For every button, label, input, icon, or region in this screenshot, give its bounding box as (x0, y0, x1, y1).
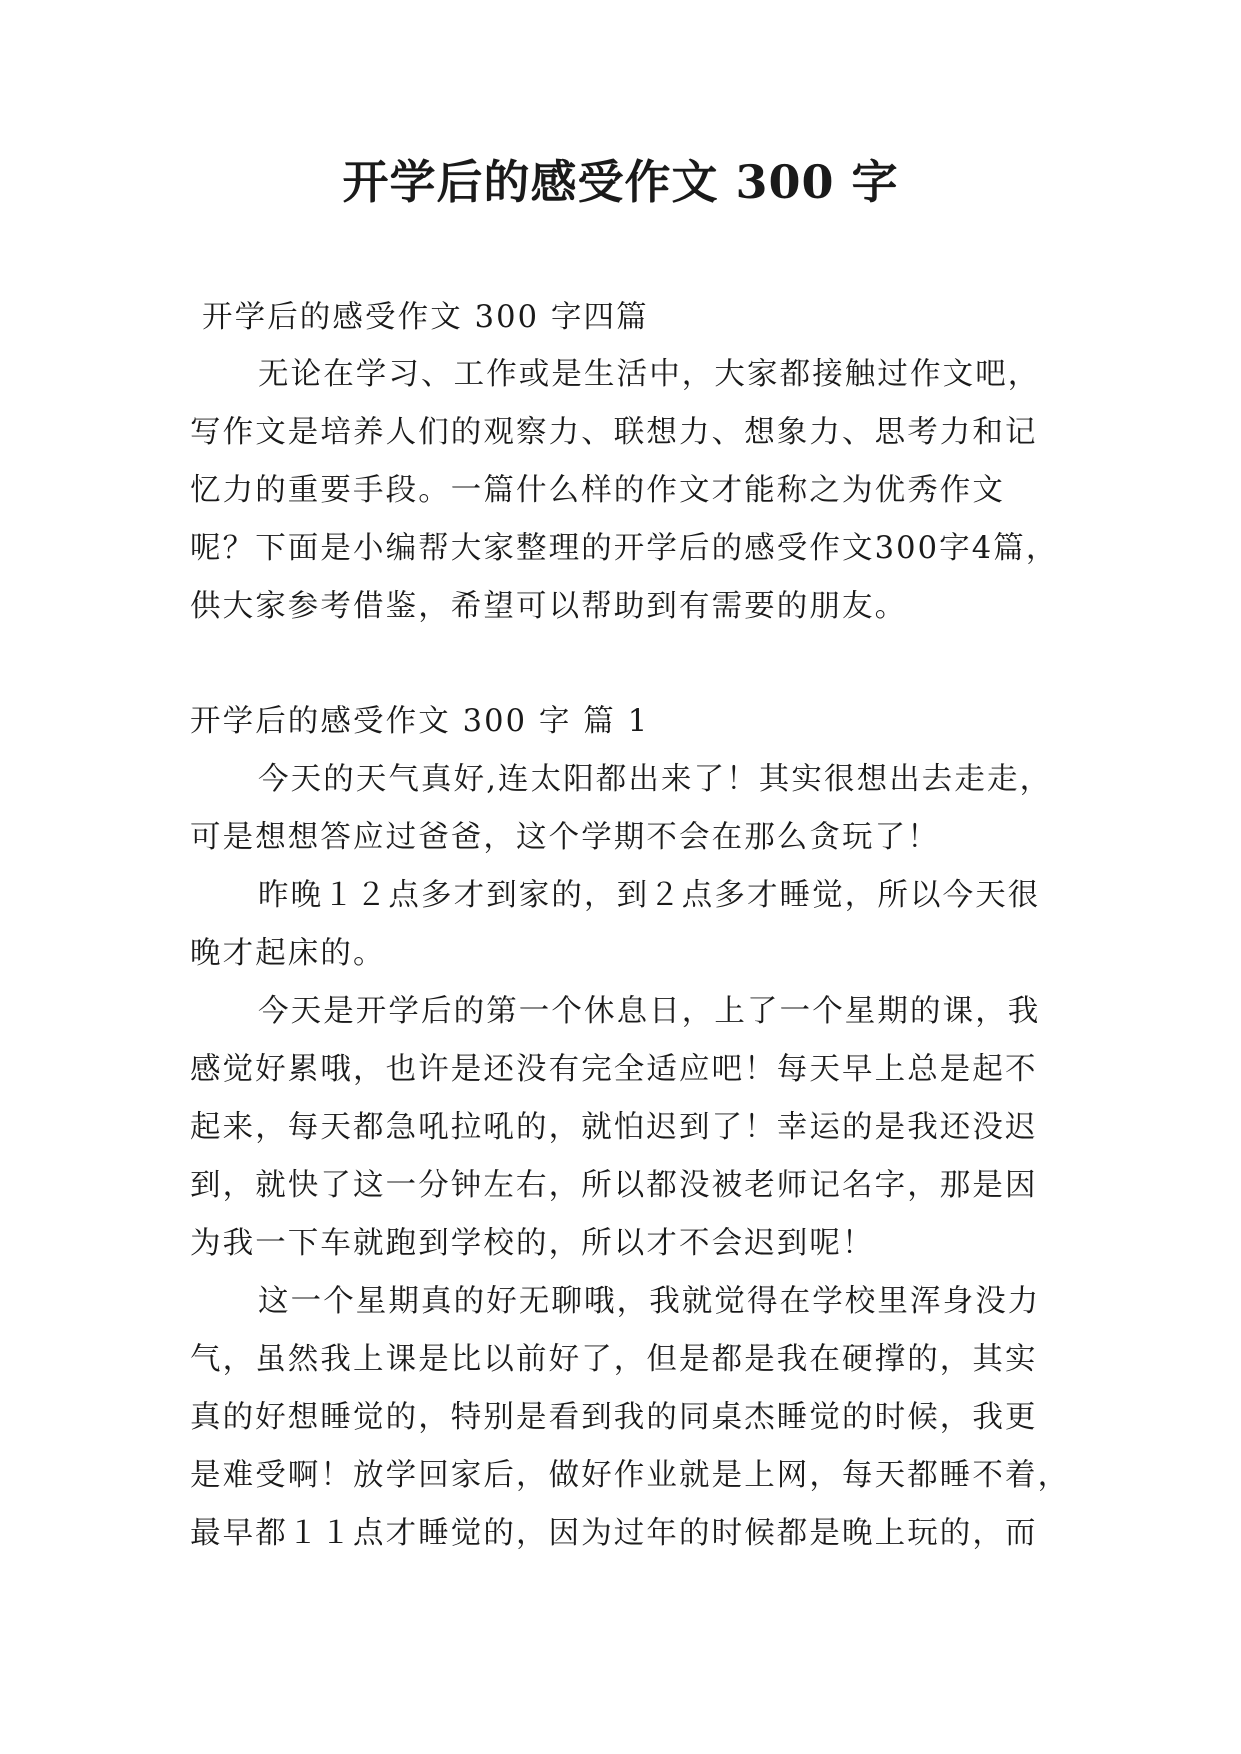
body-line: 晚才起床的。 (190, 936, 386, 971)
document-title: 开学后的感受作文 300 字 (342, 155, 899, 209)
body-line: 这一个星期真的好无聊哦，我就觉得在学校里浑身没力 (258, 1284, 1041, 1319)
section-heading: 开学后的感受作文 300 字 篇 1 (190, 704, 650, 739)
body-line: 为我一下车就跑到学校的，所以才不会迟到呢！ (190, 1226, 875, 1261)
body-line: 感觉好累哦，也许是还没有完全适应吧！每天早上总是起不 (190, 1052, 1038, 1087)
body-line: 昨晚１２点多才到家的，到２点多才睡觉，所以今天很 (258, 878, 1041, 913)
intro-line: 供大家参考借鉴，希望可以帮助到有需要的朋友。 (190, 589, 908, 624)
body-line: 到，就快了这一分钟左右，所以都没被老师记名字，那是因 (190, 1168, 1038, 1203)
body-line: 今天是开学后的第一个休息日，上了一个星期的课，我 (258, 994, 1041, 1029)
body-line: 最早都１１点才睡觉的，因为过年的时候都是晚上玩的，而 (190, 1516, 1038, 1551)
intro-line: 忆力的重要手段。一篇什么样的作文才能称之为优秀作文 (190, 473, 1005, 508)
intro-line: 无论在学习、工作或是生活中，大家都接触过作文吧， (258, 357, 1041, 392)
body-line: 气，虽然我上课是比以前好了，但是都是我在硬撑的，其实 (190, 1342, 1038, 1377)
body-line: 可是想想答应过爸爸，这个学期不会在那么贪玩了！ (190, 820, 940, 855)
document-subtitle: 开学后的感受作文 300 字四篇 (202, 300, 649, 335)
body-line: 今天的天气真好,连太阳都出来了！其实很想出去走走， (258, 762, 1053, 797)
body-line: 是难受啊！放学回家后，做好作业就是上网，每天都睡不着， (190, 1458, 1071, 1493)
intro-line: 呢？下面是小编帮大家整理的开学后的感受作文300字4篇， (190, 531, 1059, 566)
body-line: 起来，每天都急吼拉吼的，就怕迟到了！幸运的是我还没迟 (190, 1110, 1038, 1145)
body-line: 真的好想睡觉的，特别是看到我的同桌杰睡觉的时候，我更 (190, 1400, 1038, 1435)
intro-line: 写作文是培养人们的观察力、联想力、想象力、思考力和记 (190, 415, 1038, 450)
